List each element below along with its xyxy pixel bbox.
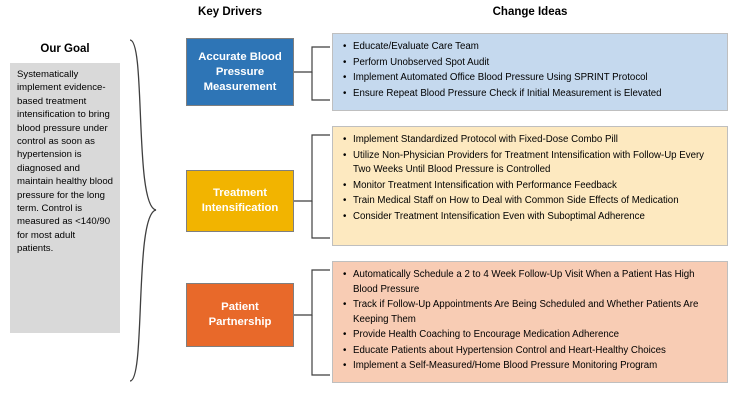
column-heading-key-drivers: Key Drivers [198, 6, 262, 18]
list-item: • Educate/Evaluate Care Team [353, 40, 719, 55]
list-item: • Ensure Repeat Blood Pressure Check if Initial Measurement is Elevated [353, 87, 719, 102]
list-item: • Implement a Self-Measured/Home Blood Pressure Monitoring Program [353, 359, 719, 374]
change-ideas-box-1 [332, 33, 728, 111]
list-item: • Consider Treatment Intensification Even with Suboptimal Adherence [353, 210, 719, 225]
list-item: • Train Medical Staff on How to Deal with Common Side Effects of Medication [353, 194, 719, 209]
list-item: • Utilize Non-Physician Providers for Treatment Intensification with Follow-Up Every Two Weeks Until Blood Pressure is Controlled [353, 149, 719, 178]
list-item: • Educate Patients about Hypertension Control and Heart-Healthy Choices [353, 344, 719, 359]
driver-box-treatment-intensification[interactable]: Treatment Intensification [186, 170, 294, 232]
list-item: • Implement Automated Office Blood Pressure Using SPRINT Protocol [353, 71, 719, 86]
list-item: • Implement Standardized Protocol with Fixed-Dose Combo Pill [353, 133, 719, 148]
driver-box-accurate-bp-measurement[interactable]: Accurate Blood Pressure Measurement [186, 38, 294, 106]
list-item: • Track if Follow-Up Appointments Are Being Scheduled and Whether Patients Are Keeping Them [353, 298, 719, 327]
change-ideas-box-3 [332, 261, 728, 383]
change-ideas-box-2 [332, 126, 728, 246]
goal-title: Our Goal [40, 43, 90, 55]
goal-to-drivers-brace [128, 38, 158, 383]
change-ideas-list-1 [339, 40, 719, 101]
list-item: • Provide Health Coaching to Encourage Medication Adherence [353, 328, 719, 343]
list-item: • Monitor Treatment Intensification with Performance Feedback [353, 179, 719, 194]
driver-box-patient-partnership[interactable]: Patient Partnership [186, 283, 294, 347]
change-ideas-list-3 [339, 268, 719, 374]
column-heading-change-ideas: Change Ideas [492, 6, 568, 18]
list-item: • Perform Unobserved Spot Audit [353, 56, 719, 71]
change-ideas-list-2 [339, 133, 719, 224]
list-item: • Automatically Schedule a 2 to 4 Week Follow-Up Visit When a Patient Has High Blood Pressure [353, 268, 719, 297]
goal-text-box: Systematically implement evidence-based treatment intensification to bring blood pressure under control as soon as hypertension is diagnosed and maintain healthy blood pressure for the long term. Control is measured as <140/90 for most adult patients. [10, 63, 120, 333]
